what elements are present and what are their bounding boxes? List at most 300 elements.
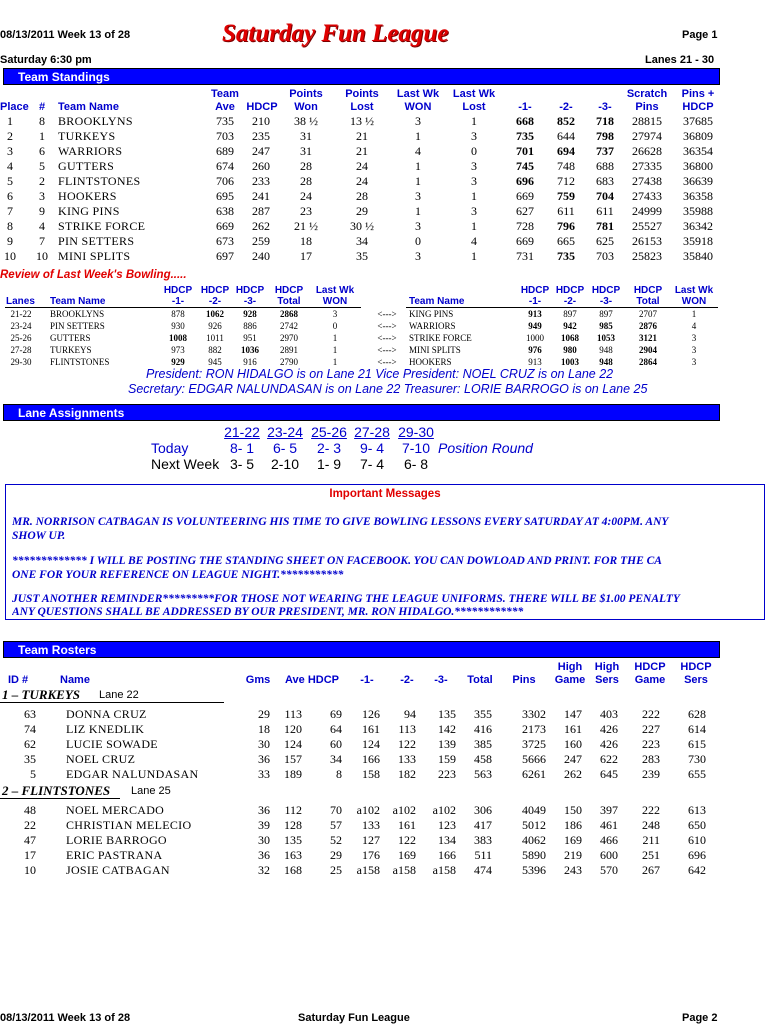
- standings-row: [0, 234, 720, 249]
- player-g1-cell: 127: [362, 833, 380, 847]
- team-name-cell: STRIKE FORCE: [58, 219, 146, 233]
- player-id-cell: 17: [24, 848, 36, 862]
- standings-row: [0, 144, 720, 159]
- ave-cell: 697: [216, 249, 234, 263]
- team-name-cell: HOOKERS: [58, 189, 117, 203]
- points-lost-cell: 21: [356, 144, 368, 158]
- roster-col-high-sers-1: High: [594, 661, 620, 673]
- player-total-cell: 306: [474, 803, 492, 817]
- review-right-g1-cell: 913: [528, 357, 542, 367]
- roster-player-row: [0, 767, 720, 782]
- place-cell: 6: [7, 189, 13, 203]
- review-left-total-cell: 2790: [280, 357, 298, 367]
- review-left-g1-cell: 929: [171, 357, 185, 367]
- standings-row: [0, 174, 720, 189]
- points-lost-cell: 29: [356, 204, 368, 218]
- place-cell: 9: [7, 234, 13, 248]
- review-right-total-cell: 2876: [639, 321, 657, 331]
- review-vs-arrow: <--->: [377, 345, 397, 355]
- player-name-cell: NOEL CRUZ: [66, 752, 136, 766]
- next-week-matchup: 2-10: [270, 456, 300, 472]
- games-cell: 18: [258, 722, 270, 736]
- player-name-cell: ERIC PASTRANA: [66, 848, 163, 862]
- player-id-cell: 22: [24, 818, 36, 832]
- place-cell: 5: [7, 174, 13, 188]
- review-right-g1-cell: 976: [528, 345, 542, 355]
- col-pins-plus: Pins +: [681, 88, 715, 100]
- review-lanes-cell: 27-28: [10, 345, 32, 355]
- game1-cell: 728: [516, 219, 534, 233]
- review-right-g3: -3-: [599, 296, 613, 307]
- game1-cell: 669: [516, 234, 534, 248]
- team-number-cell: 8: [39, 114, 45, 128]
- games-cell: 30: [258, 737, 270, 751]
- hdcp-series-cell: 655: [688, 767, 706, 781]
- hdcp-cell: 259: [252, 234, 270, 248]
- ave-cell: 638: [216, 204, 234, 218]
- player-g3-cell: 223: [438, 767, 456, 781]
- hdcp-series-cell: 610: [688, 833, 706, 847]
- player-hdcp-cell: 25: [330, 863, 342, 877]
- review-left-team-cell: PIN SETTERS: [50, 321, 105, 331]
- hdcp-cell: 241: [252, 189, 270, 203]
- review-right-team-cell: MINI SPLITS: [409, 345, 461, 355]
- high-game-cell: 169: [564, 833, 582, 847]
- roster-col-hdcp-game-1: HDCP: [634, 661, 666, 673]
- high-series-cell: 426: [600, 722, 618, 736]
- review-left-total-cell: 2891: [280, 345, 298, 355]
- player-g3-cell: a158: [432, 863, 456, 877]
- col-won: Won: [294, 101, 318, 113]
- game1-cell: 701: [516, 144, 534, 158]
- team-number-cell: 9: [39, 204, 45, 218]
- hdcp-cell: 240: [252, 249, 270, 263]
- review-right-won-cell: 3: [691, 357, 697, 367]
- lane-pair-header: 21-22: [224, 424, 260, 440]
- player-id-cell: 48: [24, 803, 36, 817]
- high-game-cell: 147: [564, 707, 582, 721]
- review-lanes-cell: 25-26: [10, 333, 32, 343]
- col-hdcp: HDCP: [246, 101, 278, 113]
- game3-cell: 737: [596, 144, 614, 158]
- hdcp-cell: 235: [252, 129, 270, 143]
- roster-team-name: 1 – TURKEYS: [2, 687, 81, 702]
- pins-plus-hdcp-cell: 36358: [683, 189, 713, 203]
- player-pins-cell: 3302: [522, 707, 546, 721]
- officers-line-2: Secretary: EDGAR NALUNDASAN is on Lane 22 Treasurer: LORIE BARROGO is on Lane 25: [128, 382, 648, 396]
- review-left-hdcp2: HDCP: [200, 285, 230, 296]
- average-cell: 113: [284, 707, 302, 721]
- next-week-label: Next Week: [151, 456, 220, 472]
- team-number-cell: 1: [39, 129, 45, 143]
- points-won-cell: 28: [300, 159, 312, 173]
- points-won-cell: 38 ½: [294, 114, 318, 128]
- standings-row: [0, 114, 720, 129]
- lastwk-won-cell: 3: [415, 189, 421, 203]
- player-g1-cell: 126: [362, 707, 380, 721]
- hdcp-game-cell: 267: [642, 863, 660, 877]
- lastwk-won-cell: 1: [415, 159, 421, 173]
- review-right-g2-cell: 942: [563, 321, 577, 331]
- high-game-cell: 219: [564, 848, 582, 862]
- player-name-cell: DONNA CRUZ: [66, 707, 147, 721]
- col-place: Place: [0, 101, 29, 113]
- review-row: [0, 332, 720, 344]
- standings-row: [0, 159, 720, 174]
- pins-plus-hdcp-cell: 35988: [683, 204, 713, 218]
- games-cell: 36: [258, 803, 270, 817]
- today-matchup: 6- 5: [272, 440, 298, 456]
- player-id-cell: 10: [24, 863, 36, 877]
- player-hdcp-cell: 57: [330, 818, 342, 832]
- review-left-team-cell: TURKEYS: [50, 345, 92, 355]
- review-left-won-cell: 1: [332, 357, 338, 367]
- hdcp-cell: 210: [252, 114, 270, 128]
- review-right-won: WON: [681, 296, 707, 307]
- review-right-won-cell: 1: [691, 309, 697, 319]
- review-right-total-cell: 2904: [639, 345, 657, 355]
- player-g1-cell: 176: [362, 848, 380, 862]
- review-right-team-cell: HOOKERS: [409, 357, 452, 367]
- game3-cell: 704: [596, 189, 614, 203]
- review-right-g3-cell: 1053: [597, 333, 615, 343]
- place-cell: 2: [7, 129, 13, 143]
- points-lost-cell: 24: [356, 159, 368, 173]
- average-cell: 157: [284, 752, 302, 766]
- place-cell: 3: [7, 144, 13, 158]
- review-row: [0, 320, 720, 332]
- team-number-cell: 4: [39, 219, 45, 233]
- high-game-cell: 247: [564, 752, 582, 766]
- hdcp-game-cell: 222: [642, 707, 660, 721]
- hdcp-cell: 247: [252, 144, 270, 158]
- review-right-hdcp1: HDCP: [520, 285, 550, 296]
- high-series-cell: 570: [600, 863, 618, 877]
- game1-cell: 735: [516, 129, 534, 143]
- player-g1-cell: a158: [356, 863, 380, 877]
- col-pins-plus-hdcp: HDCP: [682, 101, 714, 113]
- review-right-g3-cell: 948: [599, 357, 613, 367]
- col-team-name: Team Name: [58, 101, 119, 113]
- player-g1-cell: 161: [362, 722, 380, 736]
- player-g2-cell: 169: [398, 848, 416, 862]
- review-left-total-cell: 2868: [280, 309, 298, 319]
- roster-player-row: [0, 833, 720, 848]
- roster-player-row: [0, 707, 720, 722]
- page-number: Page 1: [682, 29, 718, 41]
- review-lanes-header: Lanes: [6, 296, 35, 307]
- game3-cell: 683: [596, 174, 614, 188]
- scratch-pins-cell: 25527: [632, 219, 662, 233]
- hdcp-series-cell: 730: [688, 752, 706, 766]
- scratch-pins-cell: 26628: [632, 144, 662, 158]
- player-g2-cell: 113: [398, 722, 416, 736]
- review-left-g3: -3-: [243, 296, 257, 307]
- high-game-cell: 150: [564, 803, 582, 817]
- lastwk-lost-cell: 1: [471, 249, 477, 263]
- player-g2-cell: 182: [398, 767, 416, 781]
- game2-cell: 759: [557, 189, 575, 203]
- review-right-total: Total: [636, 296, 660, 307]
- player-pins-cell: 6261: [522, 767, 546, 781]
- pins-plus-hdcp-cell: 35840: [683, 249, 713, 263]
- review-left-won: WON: [322, 296, 348, 307]
- player-total-cell: 385: [474, 737, 492, 751]
- team-name-cell: BROOKLYNS: [58, 114, 133, 128]
- roster-col-hdcp-game-2: Game: [634, 674, 666, 686]
- review-right-total-cell: 2707: [639, 309, 657, 319]
- col-game2: -2-: [559, 101, 573, 113]
- review-left-g1: -1-: [171, 296, 185, 307]
- player-total-cell: 355: [474, 707, 492, 721]
- review-left-g1-cell: 1008: [169, 333, 187, 343]
- high-game-cell: 243: [564, 863, 582, 877]
- review-right-hdcp3: HDCP: [591, 285, 621, 296]
- hdcp-game-cell: 223: [642, 737, 660, 751]
- player-total-cell: 458: [474, 752, 492, 766]
- roster-player-row: [0, 803, 720, 818]
- review-right-g2-cell: 897: [563, 309, 577, 319]
- message-1-line-1: MR. NORRISON CATBAGAN IS VOLUNTEERING HIS TIME TO GIVE BOWLING LESSONS EVERY SATURDAY AT 4:00PM. ANY: [12, 516, 669, 528]
- player-total-cell: 416: [474, 722, 492, 736]
- average-cell: 168: [284, 863, 302, 877]
- high-series-cell: 600: [600, 848, 618, 862]
- high-game-cell: 262: [564, 767, 582, 781]
- message-1-line-2: SHOW UP.: [12, 530, 66, 542]
- average-cell: 128: [284, 818, 302, 832]
- review-left-g2-cell: 1062: [206, 309, 224, 319]
- game3-cell: 625: [596, 234, 614, 248]
- points-lost-cell: 24: [356, 174, 368, 188]
- lastwk-lost-cell: 1: [471, 219, 477, 233]
- game3-cell: 688: [596, 159, 614, 173]
- review-title: Review of Last Week's Bowling.....: [0, 269, 187, 281]
- review-right-hdcp-total: HDCP: [633, 285, 663, 296]
- next-week-matchup: 7- 4: [359, 456, 385, 472]
- roster-col-id: ID #: [8, 674, 29, 686]
- game2-cell: 852: [557, 114, 575, 128]
- team-number-cell: 5: [39, 159, 45, 173]
- average-cell: 124: [284, 737, 302, 751]
- roster-team-divider: [0, 702, 224, 703]
- place-cell: 8: [7, 219, 13, 233]
- scratch-pins-cell: 27438: [632, 174, 662, 188]
- team-name-cell: PIN SETTERS: [58, 234, 135, 248]
- messages-title: Important Messages: [329, 488, 441, 500]
- scratch-pins-cell: 27335: [632, 159, 662, 173]
- review-left-total-cell: 2742: [280, 321, 298, 331]
- player-id-cell: 5: [30, 767, 36, 781]
- ave-cell: 695: [216, 189, 234, 203]
- review-vs-arrow: <--->: [377, 309, 397, 319]
- hdcp-cell: 233: [252, 174, 270, 188]
- review-right-won-cell: 3: [691, 345, 697, 355]
- average-cell: 112: [284, 803, 302, 817]
- review-right-g1-cell: 913: [528, 309, 542, 319]
- standings-row: [0, 189, 720, 204]
- ave-cell: 674: [216, 159, 234, 173]
- review-right-g2: -2-: [563, 296, 577, 307]
- player-name-cell: JOSIE CATBAGAN: [66, 863, 170, 877]
- message-2-line-1: ************* I WILL BE POSTING THE STANDING SHEET ON FACEBOOK. YOU CAN DOWLOAD AND PRINT. FOR THE CA: [12, 555, 662, 567]
- roster-team-lane: Lane 25: [131, 785, 171, 797]
- player-g3-cell: 134: [438, 833, 456, 847]
- games-cell: 29: [258, 707, 270, 721]
- game3-cell: 718: [596, 114, 614, 128]
- lastwk-lost-cell: 3: [471, 159, 477, 173]
- lane-pair-header: 27-28: [354, 424, 390, 440]
- standings-row: [0, 204, 720, 219]
- player-total-cell: 511: [474, 848, 492, 862]
- points-lost-cell: 28: [356, 189, 368, 203]
- pins-plus-hdcp-cell: 35918: [683, 234, 713, 248]
- ave-cell: 735: [216, 114, 234, 128]
- review-left-team-cell: FLINTSTONES: [50, 357, 110, 367]
- review-left-g2-cell: 1011: [206, 333, 224, 343]
- roster-col-high-game-1: High: [557, 661, 583, 673]
- player-g3-cell: 139: [438, 737, 456, 751]
- hdcp-series-cell: 642: [688, 863, 706, 877]
- lastwk-won-cell: 4: [415, 144, 421, 158]
- player-id-cell: 47: [24, 833, 36, 847]
- hdcp-game-cell: 211: [642, 833, 660, 847]
- lastwk-won-cell: 3: [415, 114, 421, 128]
- review-right-total-cell: 3121: [639, 333, 657, 343]
- game3-cell: 703: [596, 249, 614, 263]
- player-g1-cell: a102: [356, 803, 380, 817]
- team-name-cell: GUTTERS: [58, 159, 115, 173]
- player-g2-cell: a102: [392, 803, 416, 817]
- team-number-cell: 10: [36, 249, 48, 263]
- points-won-cell: 21 ½: [294, 219, 318, 233]
- hdcp-game-cell: 251: [642, 848, 660, 862]
- player-total-cell: 474: [474, 863, 492, 877]
- session-time: Saturday 6:30 pm: [0, 54, 92, 66]
- lanes-range: Lanes 21 - 30: [645, 54, 715, 66]
- review-left-g3-cell: 928: [243, 309, 257, 319]
- average-cell: 120: [284, 722, 302, 736]
- ave-cell: 669: [216, 219, 234, 233]
- standings-row: [0, 249, 720, 264]
- player-pins-cell: 3725: [522, 737, 546, 751]
- place-cell: 10: [4, 249, 16, 263]
- player-name-cell: LIZ KNEDLIK: [66, 722, 145, 736]
- review-row: [0, 344, 720, 356]
- col-points-won-1: Points: [289, 88, 323, 100]
- roster-player-row: [0, 848, 720, 863]
- review-left-won-cell: 1: [332, 333, 338, 343]
- col-number: #: [38, 101, 46, 113]
- scratch-pins-cell: 26153: [632, 234, 662, 248]
- lastwk-won-cell: 3: [415, 219, 421, 233]
- col-lastwk-lost-1: Last Wk: [452, 88, 496, 100]
- points-won-cell: 31: [300, 129, 312, 143]
- points-won-cell: 18: [300, 234, 312, 248]
- player-total-cell: 417: [474, 818, 492, 832]
- player-hdcp-cell: 29: [330, 848, 342, 862]
- games-cell: 30: [258, 833, 270, 847]
- message-2-line-2: ONE FOR YOUR REFERENCE ON LEAGUE NIGHT.***********: [12, 569, 344, 581]
- hdcp-cell: 287: [252, 204, 270, 218]
- roster-col-hdcp-sers-2: Sers: [684, 674, 708, 686]
- review-left-g3-cell: 886: [243, 321, 257, 331]
- officers-line-1: President: RON HIDALGO is on Lane 21 Vice President: NOEL CRUZ is on Lane 22: [146, 367, 614, 381]
- points-won-cell: 24: [300, 189, 312, 203]
- pins-plus-hdcp-cell: 36809: [683, 129, 713, 143]
- player-g2-cell: a158: [392, 863, 416, 877]
- review-left-g2-cell: 882: [208, 345, 222, 355]
- lastwk-won-cell: 0: [415, 234, 421, 248]
- scratch-pins-cell: 28815: [632, 114, 662, 128]
- game2-cell: 712: [557, 174, 575, 188]
- player-hdcp-cell: 52: [330, 833, 342, 847]
- games-cell: 36: [258, 752, 270, 766]
- high-series-cell: 645: [600, 767, 618, 781]
- review-vs-arrow: <--->: [377, 357, 397, 367]
- review-right-team-cell: WARRIORS: [409, 321, 456, 331]
- lastwk-lost-cell: 1: [471, 114, 477, 128]
- game1-cell: 627: [516, 204, 534, 218]
- roster-col-name: Name: [60, 674, 90, 686]
- points-lost-cell: 30 ½: [350, 219, 374, 233]
- roster-player-row: [0, 737, 720, 752]
- col-game1: -1-: [518, 101, 532, 113]
- team-name-cell: KING PINS: [58, 204, 120, 218]
- game2-cell: 796: [557, 219, 575, 233]
- review-left-g2-cell: 926: [208, 321, 222, 331]
- col-lastwk-won-2: WON: [404, 101, 432, 113]
- player-g1-cell: 124: [362, 737, 380, 751]
- games-cell: 33: [258, 767, 270, 781]
- game3-cell: 611: [596, 204, 614, 218]
- player-g3-cell: a102: [432, 803, 456, 817]
- games-cell: 32: [258, 863, 270, 877]
- player-g1-cell: 158: [362, 767, 380, 781]
- review-lanes-cell: 21-22: [10, 309, 32, 319]
- team-rosters-bar: [3, 641, 720, 658]
- standings-row: [0, 129, 720, 144]
- lastwk-won-cell: 1: [415, 174, 421, 188]
- high-series-cell: 426: [600, 737, 618, 751]
- roster-team-divider: [0, 798, 120, 799]
- review-left-won-cell: 0: [332, 321, 338, 331]
- col-points-lost-1: Points: [345, 88, 379, 100]
- player-pins-cell: 5666: [522, 752, 546, 766]
- place-cell: 4: [7, 159, 13, 173]
- scratch-pins-cell: 27974: [632, 129, 662, 143]
- game3-cell: 781: [596, 219, 614, 233]
- review-right-team-cell: STRIKE FORCE: [409, 333, 472, 343]
- place-cell: 1: [7, 114, 13, 128]
- game2-cell: 644: [557, 129, 575, 143]
- league-title: Saturday Fun League: [222, 20, 449, 47]
- review-right-g2-cell: 1003: [561, 357, 579, 367]
- player-pins-cell: 5012: [522, 818, 546, 832]
- average-cell: 189: [284, 767, 302, 781]
- review-left-team-cell: GUTTERS: [50, 333, 91, 343]
- review-left-hdcp3: HDCP: [235, 285, 265, 296]
- high-game-cell: 161: [564, 722, 582, 736]
- review-left-g1-cell: 878: [171, 309, 185, 319]
- high-series-cell: 397: [600, 803, 618, 817]
- ave-cell: 703: [216, 129, 234, 143]
- review-row: [0, 308, 720, 320]
- review-left-g3-cell: 916: [243, 357, 257, 367]
- review-left-g1-cell: 973: [171, 345, 185, 355]
- pins-plus-hdcp-cell: 36342: [683, 219, 713, 233]
- player-hdcp-cell: 60: [330, 737, 342, 751]
- review-left-g3-cell: 1036: [241, 345, 259, 355]
